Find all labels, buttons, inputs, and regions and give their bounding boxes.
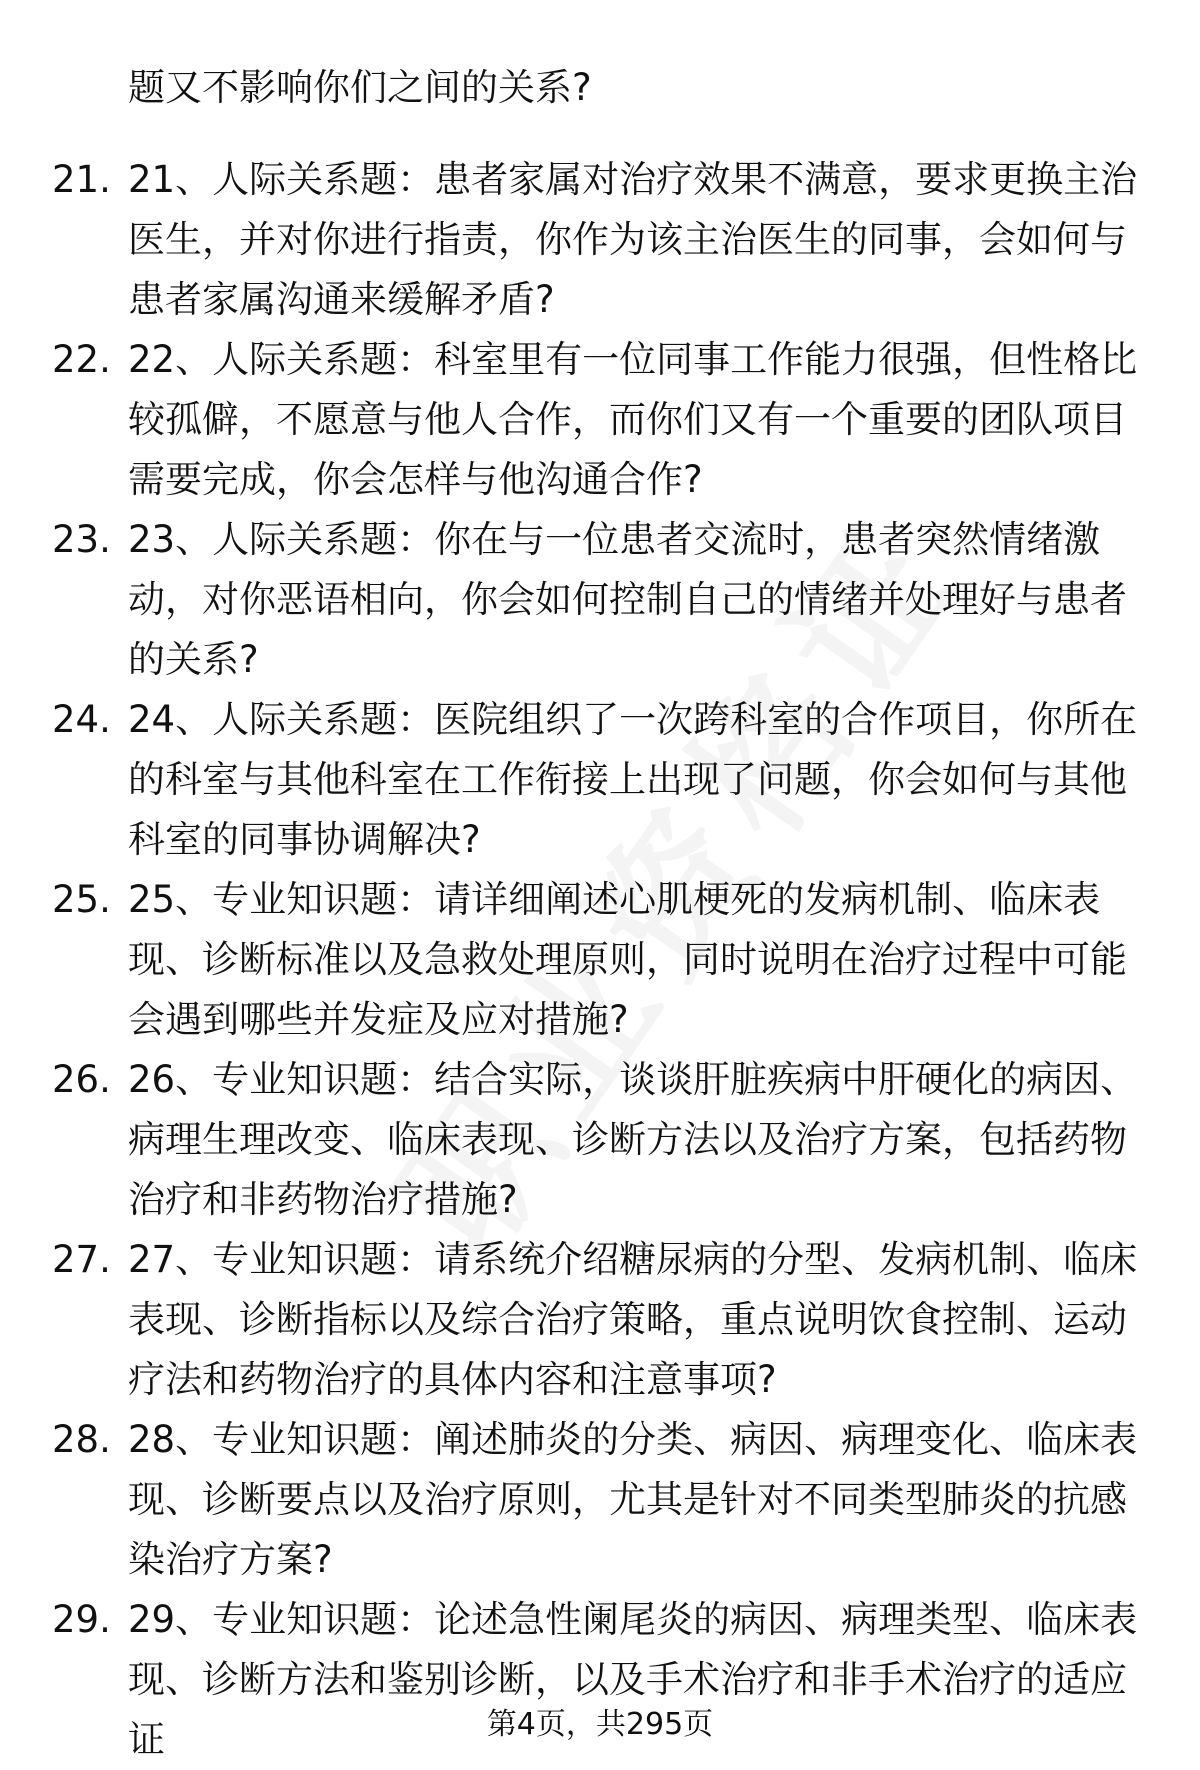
- question-text: 26、专业知识题：结合实际，谈谈肝脏疾病中肝硬化的病因、病理生理改变、临床表现、诊断方法以及治疗方案，包括药物治疗和非药物治疗措施?: [128, 1058, 1138, 1221]
- question-number: 21.: [52, 158, 111, 201]
- question-number: 22.: [52, 338, 111, 381]
- question-number: 28.: [52, 1418, 111, 1461]
- question-text: 24、人际关系题：医院组织了一次跨科室的合作项目，你所在的科室与其他科室在工作衔接上出现了问题，你会如何与其他科室的同事协调解决?: [128, 698, 1138, 861]
- question-number: 29.: [52, 1598, 111, 1641]
- question-list: [0, 150, 1200, 1770]
- question-number: 27.: [52, 1238, 111, 1281]
- question-text: 23、人际关系题：你在与一位患者交流时，患者突然情绪激动，对你恶语相向，你会如何控制自己的情绪并处理好与患者的关系?: [128, 518, 1127, 681]
- continuation-text: 题又不影响你们之间的关系?: [128, 66, 592, 109]
- question-item: [0, 1410, 1200, 1590]
- question-text: 29、专业知识题：论述急性阑尾炎的病因、病理类型、临床表现、诊断方法和鉴别诊断，以及手术治疗和非手术治疗的适应证: [128, 1598, 1138, 1761]
- question-number: 23.: [52, 518, 111, 561]
- question-item: [0, 1230, 1200, 1410]
- question-item: [0, 150, 1200, 330]
- question-item: [0, 690, 1200, 870]
- question-text: 28、专业知识题：阐述肺炎的分类、病因、病理变化、临床表现、诊断要点以及治疗原则，尤其是针对不同类型肺炎的抗感染治疗方案?: [128, 1418, 1138, 1581]
- question-item: [0, 870, 1200, 1050]
- page-footer: 第4页，共295页: [486, 1707, 714, 1742]
- question-item: [0, 510, 1200, 690]
- question-item: [0, 1050, 1200, 1230]
- question-number: 26.: [52, 1058, 111, 1101]
- question-text: 27、专业知识题：请系统介绍糖尿病的分型、发病机制、临床表现、诊断指标以及综合治疗策略，重点说明饮食控制、运动疗法和药物治疗的具体内容和注意事项?: [128, 1238, 1138, 1401]
- question-number: 24.: [52, 698, 111, 741]
- question-text: 21、人际关系题：患者家属对治疗效果不满意，要求更换主治医生，并对你进行指责，你作为该主治医生的同事，会如何与患者家属沟通来缓解矛盾?: [128, 158, 1138, 321]
- question-text: 22、人际关系题：科室里有一位同事工作能力很强，但性格比较孤僻，不愿意与他人合作，而你们又有一个重要的团队项目需要完成，你会怎样与他沟通合作?: [128, 338, 1138, 501]
- question-item: [0, 330, 1200, 510]
- question-number: 25.: [52, 878, 111, 921]
- question-text: 25、专业知识题：请详细阐述心肌梗死的发病机制、临床表现、诊断标准以及急救处理原则，同时说明在治疗过程中可能会遇到哪些并发症及应对措施?: [128, 878, 1127, 1041]
